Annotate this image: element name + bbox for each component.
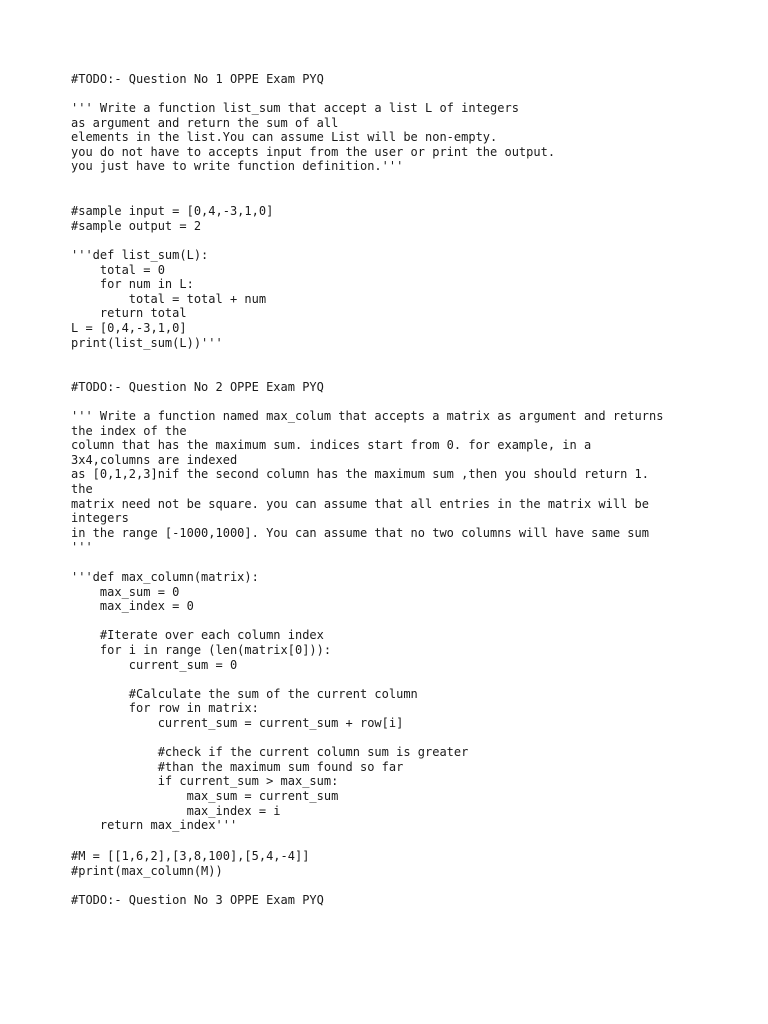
question-1-heading: #TODO:- Question No 1 OPPE Exam PYQ xyxy=(71,72,324,86)
question-1-description: ''' Write a function list_sum that accept a list L of integers as argument and return the sum of all elements in the list.You can assume List will be non-empty. you do not have to accepts input from the user or print the output. you just have to write function definition.''' xyxy=(71,101,556,174)
question-2-heading: #TODO:- Question No 2 OPPE Exam PYQ xyxy=(71,380,324,394)
question-1-solution-code: '''def list_sum(L): total = 0 for num in L: total = total + num return total L = [0,4,-3,1,0] print(list_sum(L))''' xyxy=(71,248,267,350)
question-2-solution-code: '''def max_column(matrix): max_sum = 0 max_index = 0 #Iterate over each column index for i in range (len(matrix[0])): current_sum = 0 #Calculate the sum of the current column for row in matrix: current_sum = current_sum + row[i] #check if the current column sum is greater #than the maximum sum found so far if current_sum > max_sum: max_sum = current_sum max_index = i return max_index''' xyxy=(71,570,469,833)
question-2-test-comment: #M = [[1,6,2],[3,8,100],[5,4,-4]] #print(max_column(M)) xyxy=(71,849,310,878)
question-1-sample-io: #sample input = [0,4,-3,1,0] #sample output = 2 xyxy=(71,204,274,233)
question-3-heading: #TODO:- Question No 3 OPPE Exam PYQ xyxy=(71,893,324,907)
question-2-description: ''' Write a function named max_colum that accepts a matrix as argument and returns the index of the column that has the maximum sum. indices start from 0. for example, in a 3x4,columns are indexed as [0,1,2,3]nif the second column has the maximum sum ,then you should return 1. the matrix need not be square. you can assume that all entries in the matrix will be integers in the range [-1000,1000]. You can assume that no two columns will have same sum ''' xyxy=(71,409,664,555)
